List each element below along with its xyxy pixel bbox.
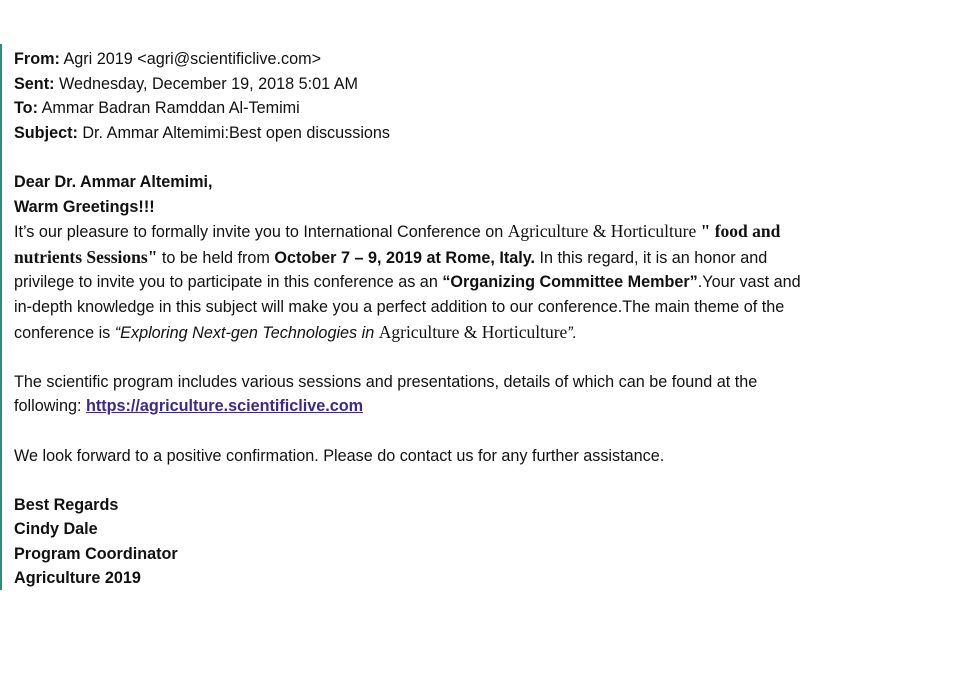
text: to be held from [157,248,275,267]
role-title: “Organizing Committee Member” [442,273,698,292]
sent-value: Wednesday, December 19, 2018 5:01 AM [58,74,359,93]
spacer [14,468,944,493]
conference-name: Agriculture & Horticulture [507,221,697,242]
paragraph-1-line-4: in-depth knowledge in this subject will make you a perfect addition to our conference.The main theme of the [14,297,785,316]
from-value[interactable]: Agri 2019 <agri@scientificlive.com> [63,50,322,68]
subject-value: Dr. Ammar Altemimi:Best open discussions [82,123,391,142]
paragraph-1-line-2 [14,245,944,271]
paragraph-1-line-5 [14,320,944,346]
text: following: [14,397,86,416]
conference-dates-location: October 7 – 9, 2019 at Rome, Italy. [274,248,536,267]
from-label: From: [14,50,60,68]
from-line [14,47,944,72]
subject-label: Subject: [14,123,78,142]
text: It’s our pleasure to formally invite you to International Conference on [14,223,508,242]
signature-name: Cindy Dale [14,520,98,539]
text: privilege to invite you to participate in this conference as an [14,273,443,292]
subject-line [14,121,944,146]
signature-closing: Best Regards [14,495,119,514]
left-border-rule [0,44,2,590]
session-name-start: " food and [696,221,781,242]
to-value: Ammar Badran Ramddan Al-Temimi [41,99,300,118]
spacer [14,145,944,170]
theme-end: ”. [567,323,578,342]
sent-line [14,72,944,97]
theme-text: “Exploring Next-gen Technologies in [114,323,379,342]
sent-label: Sent: [14,74,55,93]
spacer [14,345,944,370]
text: .Your vast and [697,273,801,292]
paragraph-2-line-1: The scientific program includes various sessions and presentations, details of which can be found at the [14,372,758,391]
email-message [14,47,944,591]
text: conference is [14,323,115,342]
to-label: To: [14,99,38,118]
signature-title: Program Coordinator [14,544,178,563]
to-line [14,96,944,121]
greeting: Warm Greetings!!! [14,197,155,216]
spacer [14,419,944,444]
salutation: Dear Dr. Ammar Altemimi, [14,172,213,191]
session-name-end: nutrients Sessions" [14,246,158,267]
text: In this regard, it is an honor and [535,248,768,267]
paragraph-1-line-1 [14,219,944,245]
website-link[interactable]: https://agriculture.scientificlive.com [85,397,364,416]
theme-conference-name: Agriculture & Horticulture [378,321,568,342]
signature-organization: Agriculture 2019 [14,569,141,588]
paragraph-2-line-2 [14,394,944,419]
paragraph-3: We look forward to a positive confirmation. Please do contact us for any further assistance. [14,446,665,465]
paragraph-1-line-3 [14,270,944,295]
